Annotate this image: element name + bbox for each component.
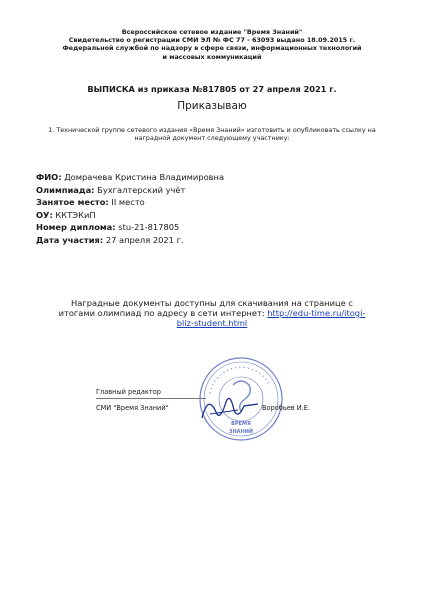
header-line-1: Всероссийское сетевое издание "Время Знаний" xyxy=(121,28,303,36)
field-place xyxy=(36,196,224,209)
editor-role-line-2: СМИ "Время Знаний" xyxy=(96,404,169,412)
notice-line-2 xyxy=(40,308,384,318)
header-line-3: Федеральной службой по надзору в сфере связи, информационных технологий xyxy=(62,44,362,53)
field-fio-label: ФИО: xyxy=(36,172,62,182)
signature-divider xyxy=(96,398,206,399)
header-line-2: Свидетельство о регистрации СМИ ЭЛ № ФС 77 - 63093 выдано 18.09.2015 г. xyxy=(68,36,356,45)
svg-text:• • • • • • • • • • • • • • •: • • • • • • • • • • • • • • • • • • • xyxy=(208,365,271,395)
field-place-label: Занятое место: xyxy=(36,197,109,208)
extract-title: ВЫПИСКА из приказа №817805 от 27 апреля 2021 г. xyxy=(87,84,337,94)
header-line-4: и массовых коммуникаций xyxy=(162,52,262,61)
field-org-value: ККТЭКиП xyxy=(55,209,96,220)
editor-role-line-1: Главный редактор xyxy=(96,388,161,396)
results-link-part-2[interactable]: bliz-student.html xyxy=(176,318,248,328)
field-org-label: ОУ: xyxy=(36,209,53,220)
field-fio-value: Домрачева Кристина Владимировна xyxy=(64,172,225,182)
publisher-header xyxy=(40,28,384,61)
field-fio xyxy=(36,171,224,184)
download-notice xyxy=(40,298,384,328)
field-place-value: II место xyxy=(111,197,145,208)
field-olympiad xyxy=(36,184,224,197)
order-item-line-2: наградной документ следующему участнику: xyxy=(134,134,290,143)
field-olympiad-label: Олимпиада: xyxy=(36,184,95,195)
order-item-line-1: 1. Технической группе сетевого издания «Время Знаний» изготовить и опубликовать ссылку на xyxy=(48,126,376,134)
field-org xyxy=(36,209,224,222)
results-link-part-1[interactable]: http://edu-time.ru/itogi- xyxy=(267,308,366,318)
field-olympiad-value: Бухгалтерский учёт xyxy=(97,184,186,195)
field-date xyxy=(36,234,224,247)
field-date-label: Дата участия: xyxy=(36,234,104,245)
field-date-value: 27 апреля 2021 г. xyxy=(105,234,184,245)
seal-text-top: ВРЕМЯ xyxy=(231,421,251,427)
notice-line-1: Наградные документы доступны для скачивания на странице с xyxy=(71,298,353,308)
editor-name: Воробьев И.Е. xyxy=(262,404,311,412)
notice-line-3 xyxy=(40,318,384,328)
field-diploma-value: stu-21-817805 xyxy=(118,222,180,233)
order-item xyxy=(30,126,394,143)
notice-line-2-text: итогами олимпиад по адресу в сети интернет: xyxy=(58,308,265,318)
participant-fields xyxy=(36,171,224,247)
seal-text-bottom: ЗНАНИЙ xyxy=(228,429,254,435)
field-diploma xyxy=(36,221,224,234)
field-diploma-label: Номер диплома: xyxy=(36,222,116,233)
editor-signature xyxy=(198,388,268,428)
order-word: Приказываю xyxy=(177,100,247,112)
